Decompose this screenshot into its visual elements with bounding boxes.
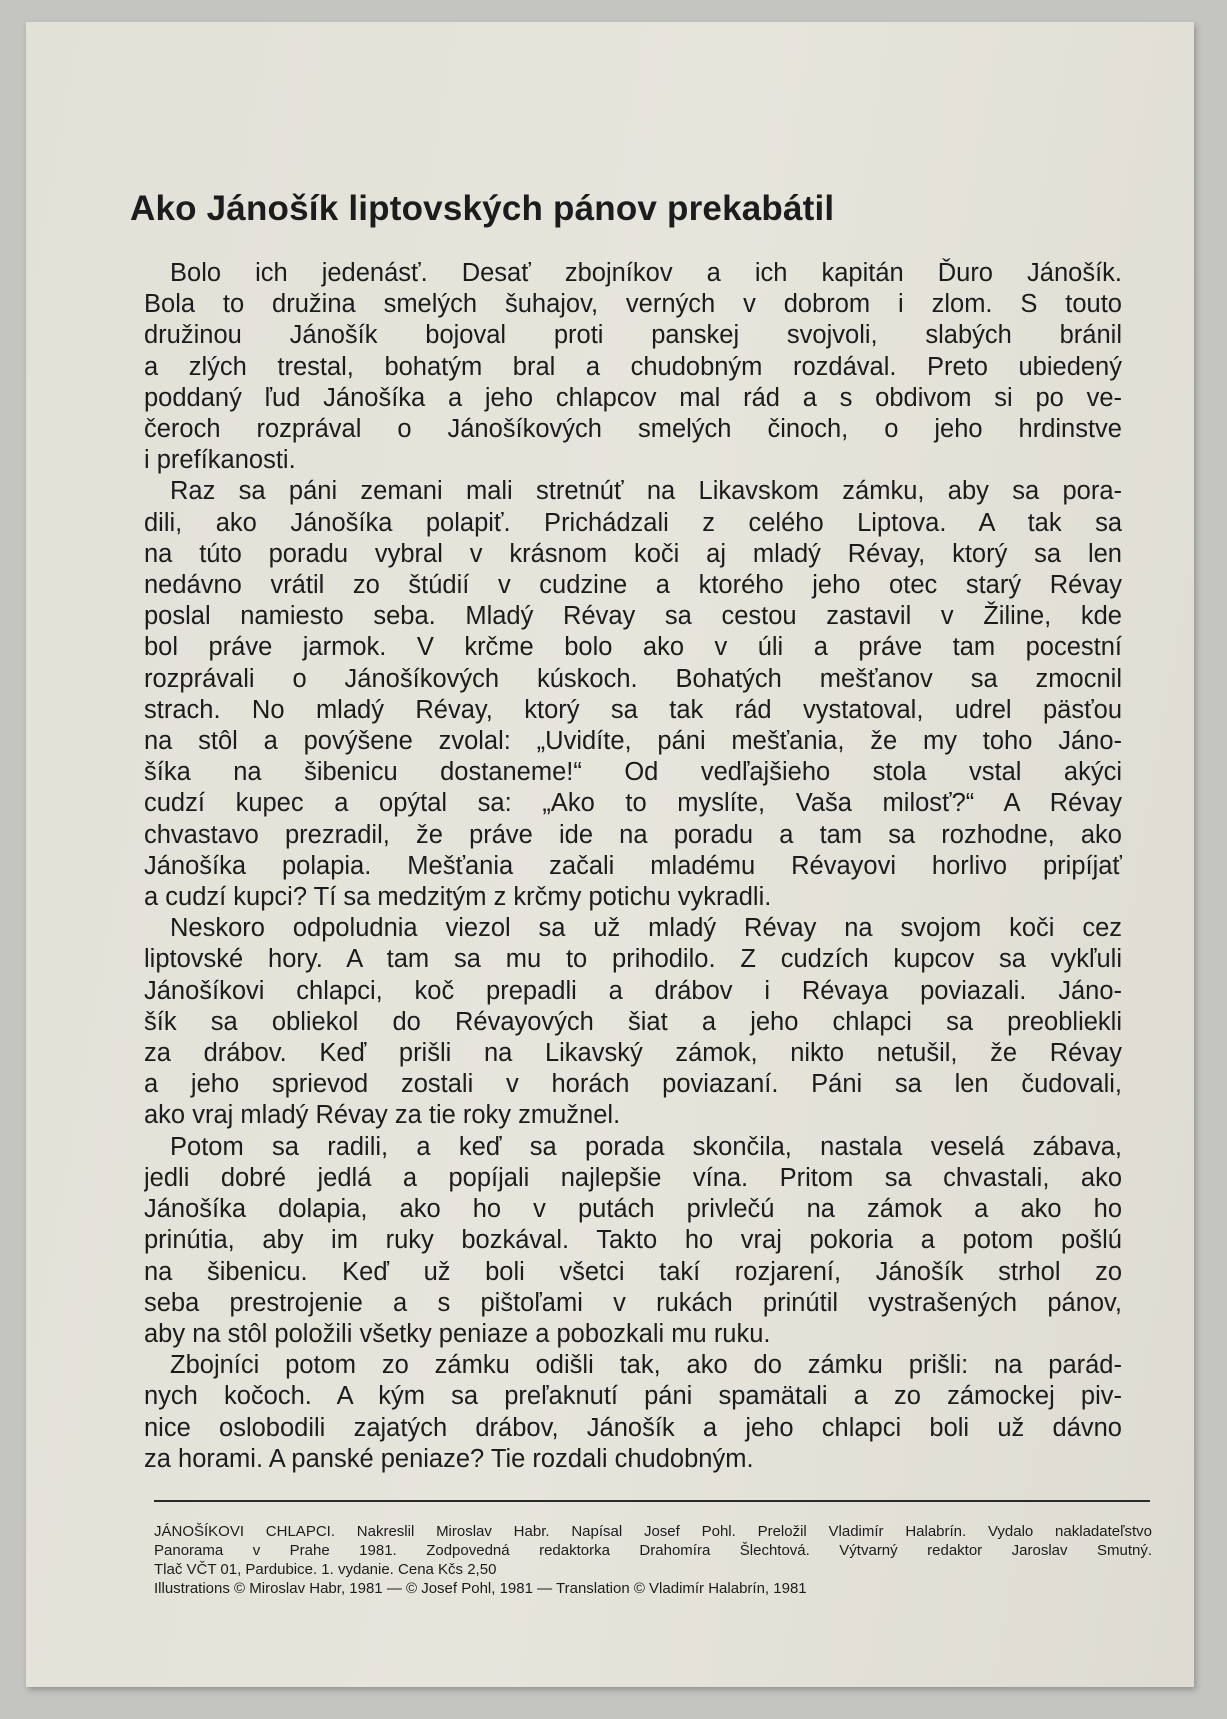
text-line: Jánošíka polapia. Mešťania začali mladému Révayovi horlivo pripíjať	[144, 851, 1122, 880]
text-line: liptovské hory. A tam sa mu to prihodilo. Z cudzích kupcov sa vykľuli	[144, 945, 1122, 974]
text-line: Potom sa radili, a keď sa porada skončila, nastala veselá zábava,	[170, 1132, 1122, 1161]
text-line: Bola to družina smelých šuhajov, verných v dobrom i zlom. S touto	[144, 290, 1122, 319]
paragraph	[144, 1132, 1122, 1350]
text-line: šík sa obliekol do Révayových šiat a jeho chlapci sa preobliekli	[144, 1007, 1122, 1036]
text-line: jedli dobré jedlá a popíjali najlepšie vína. Pritom sa chvastali, ako	[144, 1163, 1122, 1192]
text-line: Raz sa páni zemani mali stretnúť na Likavskom zámku, aby sa pora-	[170, 477, 1122, 506]
text-line: cudzí kupec a opýtal sa: „Ako to myslíte, Vaša milosť?“ A Révay	[144, 789, 1122, 818]
text-line: na šibenicu. Keď už boli všetci takí rozjarení, Jánošík strhol zo	[144, 1257, 1122, 1286]
text-line: Jánošíkovi chlapci, koč prepadli a drábov i Révaya poviazali. Jáno-	[144, 976, 1122, 1005]
text-line: nedávno vrátil zo štúdií v cudzine a ktorého jeho otec starý Révay	[144, 571, 1122, 600]
text-line: šíka na šibenicu dostaneme!“ Od vedľajšieho stola vstal akýci	[144, 758, 1122, 787]
paragraph	[144, 913, 1122, 1131]
text-line: i prefíkanosti.	[144, 446, 296, 475]
book-page	[26, 22, 1194, 1687]
text-line: družinou Jánošík bojoval proti panskej svojvoli, slabých bránil	[144, 321, 1122, 350]
text-line: nice oslobodili zajatých drábov, Jánošík a jeho chlapci boli už dávno	[144, 1413, 1122, 1442]
story-body	[144, 258, 1122, 1475]
paragraph	[144, 258, 1122, 476]
text-line: aby na stôl položili všetky peniaze a pobozkali mu ruku.	[144, 1319, 771, 1348]
text-line: za drábov. Keď prišli na Likavský zámok, nikto netušil, že Révay	[144, 1039, 1122, 1068]
text-line: strach. No mladý Révay, ktorý sa tak rád vystatoval, udrel päsťou	[144, 695, 1122, 724]
text-line: Bolo ich jedenásť. Desať zbojníkov a ich kapitán Ďuro Jánošík.	[170, 259, 1122, 287]
text-line: chvastavo prezradil, že práve ide na poradu a tam sa rozhodne, ako	[144, 820, 1122, 849]
text-line: Neskoro odpoludnia viezol sa už mladý Révay na svojom koči cez	[170, 914, 1122, 943]
colophon-line: Illustrations © Miroslav Habr, 1981 — © Josef Pohl, 1981 — Translation © Vladimír Halabrín, 1981	[154, 1580, 807, 1597]
text-line: prinútia, aby im ruky bozkával. Takto ho vraj pokoria a potom pošlú	[144, 1226, 1122, 1255]
text-line: čeroch rozprával o Jánošíkových smelých činoch, o jeho hrdinstve	[144, 415, 1122, 444]
paragraph	[144, 1350, 1122, 1475]
colophon	[154, 1522, 1152, 1598]
text-line: Zbojníci potom zo zámku odišli tak, ako do zámku prišli: na parád-	[170, 1351, 1122, 1380]
text-line: na stôl a povýšene zvolal: „Uvidíte, páni mešťania, že my toho Jáno-	[144, 727, 1122, 756]
text-line: dili, ako Jánošíka polapiť. Prichádzali z celého Liptova. A tak sa	[144, 508, 1122, 537]
text-line: rozprávali o Jánošíkových kúskoch. Bohatých mešťanov sa zmocnil	[144, 664, 1122, 693]
colophon-line: Panorama v Prahe 1981. Zodpovedná redaktorka Drahomíra Šlechtová. Výtvarný redaktor Jaroslav Smutný.	[154, 1542, 1152, 1559]
paragraph	[144, 476, 1122, 913]
text-line: Jánošíka dolapia, ako ho v putách privlečú na zámok a ako ho	[144, 1195, 1122, 1224]
text-line: a jeho sprievod zostali v horách poviazaní. Páni sa len čudovali,	[144, 1070, 1122, 1099]
text-line: bol práve jarmok. V krčme bolo ako v úli a práve tam pocestní	[144, 633, 1122, 662]
text-line: poddaný ľud Jánošíka a jeho chlapcov mal rád a s obdivom si po ve-	[144, 383, 1122, 412]
text-line: a cudzí kupci? Tí sa medzitým z krčmy potichu vykradli.	[144, 883, 772, 912]
text-line: nych kočoch. A kým sa preľaknutí páni spamätali a zo zámockej piv-	[144, 1382, 1122, 1411]
text-line: za horami. A panské peniaze? Tie rozdali chudobným.	[144, 1444, 754, 1473]
text-line: poslal namiesto seba. Mladý Révay sa cestou zastavil v Žiline, kde	[144, 602, 1122, 631]
colophon-line: JÁNOŠÍKOVI CHLAPCI. Nakreslil Miroslav Habr. Napísal Josef Pohl. Preložil Vladimír Halabrín. Vydalo nakladateľstvo	[154, 1523, 1152, 1540]
footer-divider	[154, 1500, 1150, 1502]
colophon-line: Tlač VČT 01, Pardubice. 1. vydanie. Cena Kčs 2,50	[154, 1561, 497, 1578]
text-line: a zlých trestal, bohatým bral a chudobným rozdával. Preto ubiedený	[144, 352, 1122, 381]
text-line: na túto poradu vybral v krásnom koči aj mladý Révay, ktorý sa len	[144, 539, 1122, 568]
story-title: Ako Jánošík liptovských pánov prekabátil	[130, 189, 835, 228]
text-line: ako vraj mladý Révay za tie roky zmužnel.	[144, 1101, 621, 1130]
text-line: seba prestrojenie a s pištoľami v rukách prinútil vystrašených pánov,	[144, 1288, 1122, 1317]
